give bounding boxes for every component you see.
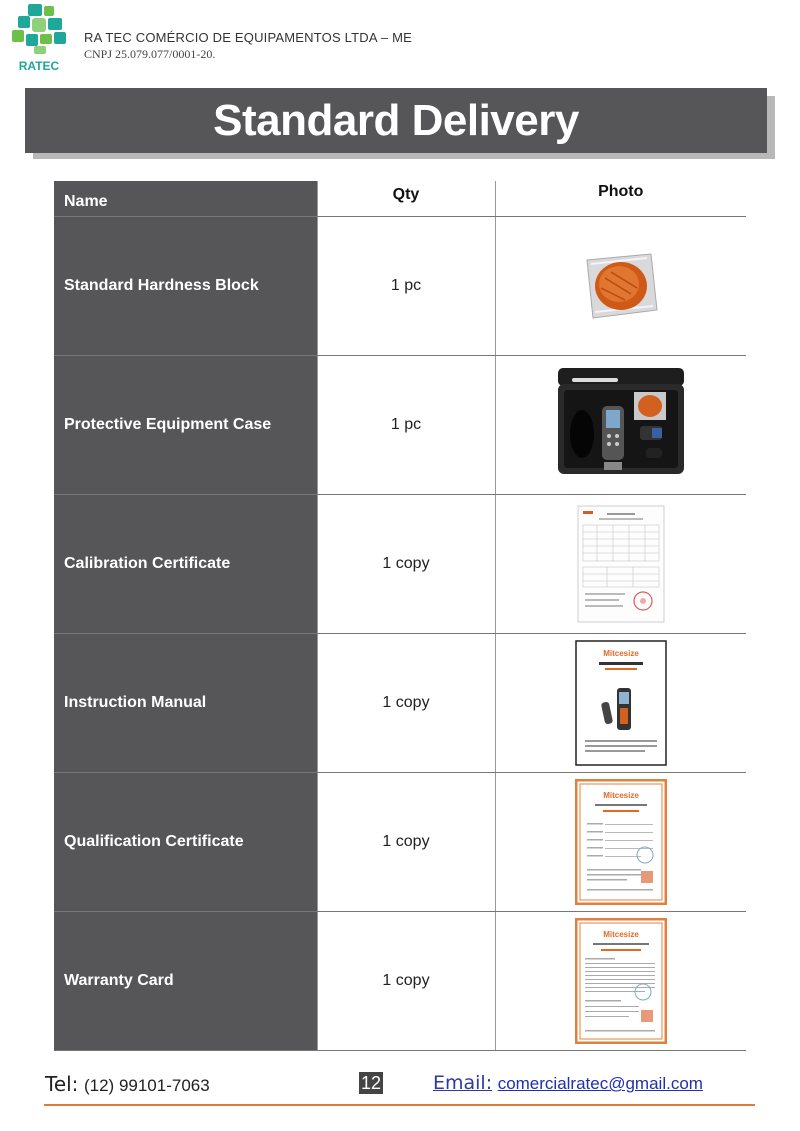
title-banner bbox=[25, 88, 767, 153]
table-row bbox=[54, 355, 746, 494]
warranty-card-photo-icon bbox=[575, 918, 667, 1044]
table-row bbox=[54, 494, 746, 633]
tel-label: Tel: bbox=[45, 1072, 79, 1096]
footer-email bbox=[433, 1072, 703, 1095]
company-cnpj: CNPJ 25.079.077/0001-20. bbox=[84, 47, 216, 61]
column-header-photo: Photo bbox=[495, 181, 746, 216]
footer bbox=[0, 1068, 800, 1108]
item-photo bbox=[495, 633, 746, 772]
qualification-certificate-photo-icon bbox=[575, 779, 667, 905]
item-name: Standard Hardness Block bbox=[54, 216, 317, 355]
ratec-logo bbox=[8, 2, 70, 74]
item-photo bbox=[495, 911, 746, 1050]
item-qty: 1 copy bbox=[317, 633, 495, 772]
item-name: Qualification Certificate bbox=[54, 772, 317, 911]
logo-mark-icon bbox=[12, 4, 66, 54]
tel-number: (12) 99101-7063 bbox=[83, 1076, 210, 1095]
column-header-qty: Qty bbox=[317, 181, 495, 216]
item-qty: 1 pc bbox=[317, 216, 495, 355]
table-header-row bbox=[54, 181, 746, 216]
calibration-certificate-photo-icon bbox=[577, 505, 665, 623]
hardness-block-photo-icon bbox=[581, 250, 661, 322]
item-qty: 1 pc bbox=[317, 355, 495, 494]
company-name: RA TEC COMÉRCIO DE EQUIPAMENTOS LTDA – ME bbox=[84, 30, 412, 45]
item-name: Protective Equipment Case bbox=[54, 355, 317, 494]
equipment-case-photo-icon bbox=[556, 366, 686, 484]
instruction-manual-photo-icon bbox=[575, 640, 667, 766]
footer-divider bbox=[44, 1104, 755, 1106]
table-row bbox=[54, 633, 746, 772]
page-number: 12 bbox=[360, 1073, 382, 1093]
email-label: Email: bbox=[433, 1072, 493, 1094]
column-header-name: Name bbox=[54, 181, 317, 216]
footer-phone bbox=[45, 1072, 210, 1097]
table-row bbox=[54, 216, 746, 355]
item-name: Warranty Card bbox=[54, 911, 317, 1050]
email-link[interactable]: comercialratec@gmail.com bbox=[497, 1074, 703, 1093]
delivery-table bbox=[54, 181, 746, 1051]
svg-text:Mitcesize: Mitcesize bbox=[602, 648, 639, 658]
company-info bbox=[84, 30, 412, 62]
table-row bbox=[54, 911, 746, 1050]
svg-text:Mitcesize: Mitcesize bbox=[602, 929, 639, 939]
item-photo bbox=[495, 494, 746, 633]
item-photo bbox=[495, 355, 746, 494]
item-name: Calibration Certificate bbox=[54, 494, 317, 633]
svg-text:Mitcesize: Mitcesize bbox=[602, 790, 639, 800]
page-title: Standard Delivery bbox=[213, 95, 579, 145]
table-row bbox=[54, 772, 746, 911]
item-photo bbox=[495, 772, 746, 911]
item-qty: 1 copy bbox=[317, 494, 495, 633]
item-qty: 1 copy bbox=[317, 911, 495, 1050]
item-qty: 1 copy bbox=[317, 772, 495, 911]
item-name: Instruction Manual bbox=[54, 633, 317, 772]
logo-text: RATEC bbox=[18, 59, 60, 73]
item-photo bbox=[495, 216, 746, 355]
